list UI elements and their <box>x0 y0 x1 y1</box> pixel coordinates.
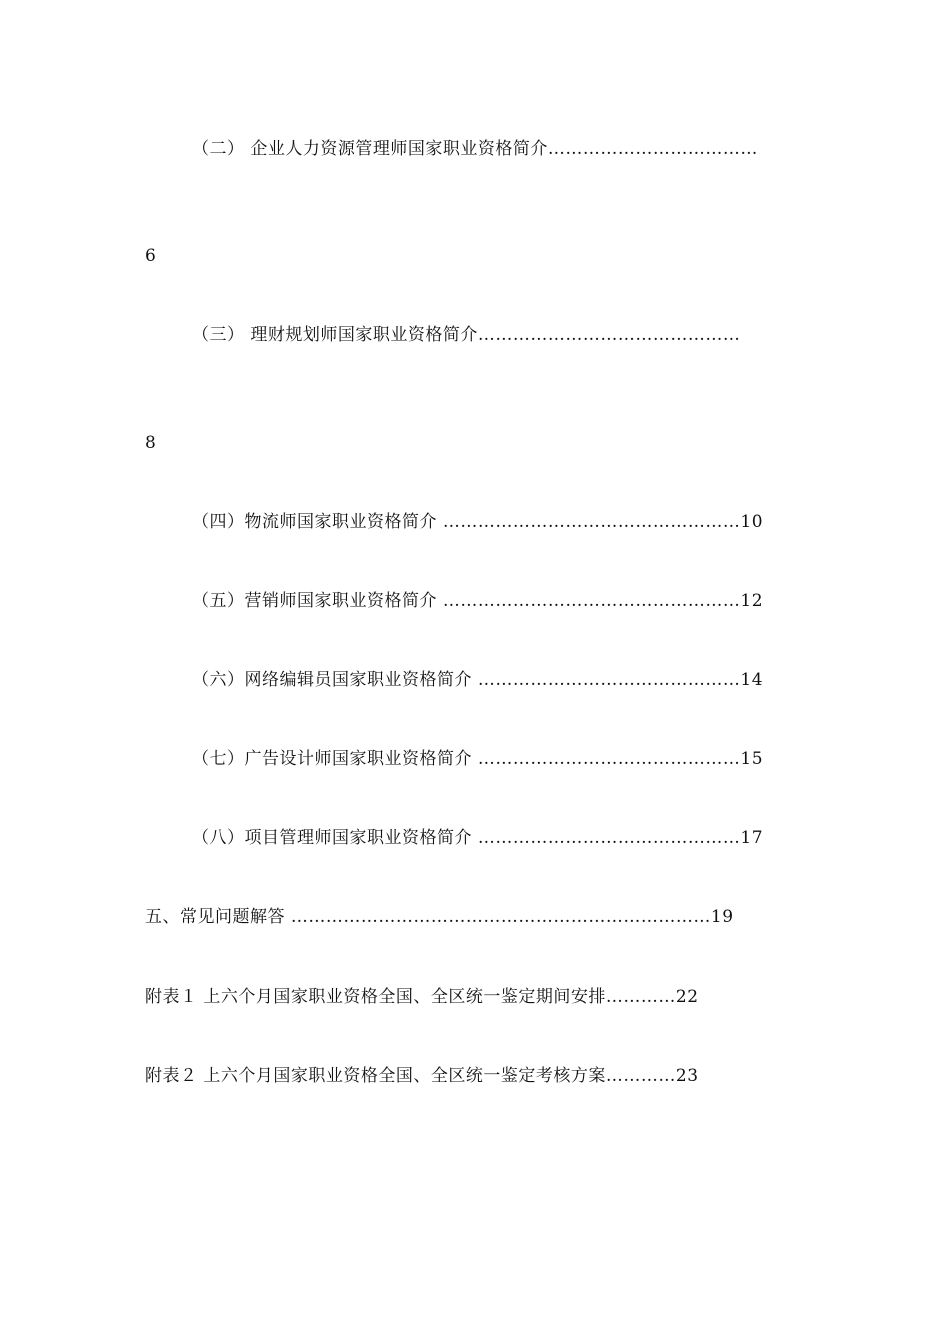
toc-entry-ad-designer[interactable]: （七）广告设计师国家职业资格简介 ………………………………………15 <box>192 749 764 769</box>
toc-page-number: 6 <box>145 246 157 266</box>
toc-entry-enterprise-hr[interactable]: （二） 企业人力资源管理师国家职业资格简介……………………………… <box>192 139 758 159</box>
toc-entry-faq[interactable]: 五、常见问题解答 ………………………………………………………………19 <box>145 907 734 927</box>
toc-entry-project-manager[interactable]: （八）项目管理师国家职业资格简介 ………………………………………17 <box>192 828 764 848</box>
toc-entry-appendix-2[interactable]: 附表２ 上六个月国家职业资格全国、全区统一鉴定考核方案…………23 <box>145 1066 699 1086</box>
toc-entry-web-editor[interactable]: （六）网络编辑员国家职业资格简介 ………………………………………14 <box>192 670 764 690</box>
toc-page-number: 8 <box>145 433 157 453</box>
toc-entry-marketing[interactable]: （五）营销师国家职业资格简介 ……………………………………………12 <box>192 591 764 611</box>
toc-entry-logistics[interactable]: （四）物流师国家职业资格简介 ……………………………………………10 <box>192 512 764 532</box>
toc-entry-financial-planner[interactable]: （三） 理财规划师国家职业资格简介……………………………………… <box>192 325 741 345</box>
toc-entry-appendix-1[interactable]: 附表１ 上六个月国家职业资格全国、全区统一鉴定期间安排…………22 <box>145 987 699 1007</box>
